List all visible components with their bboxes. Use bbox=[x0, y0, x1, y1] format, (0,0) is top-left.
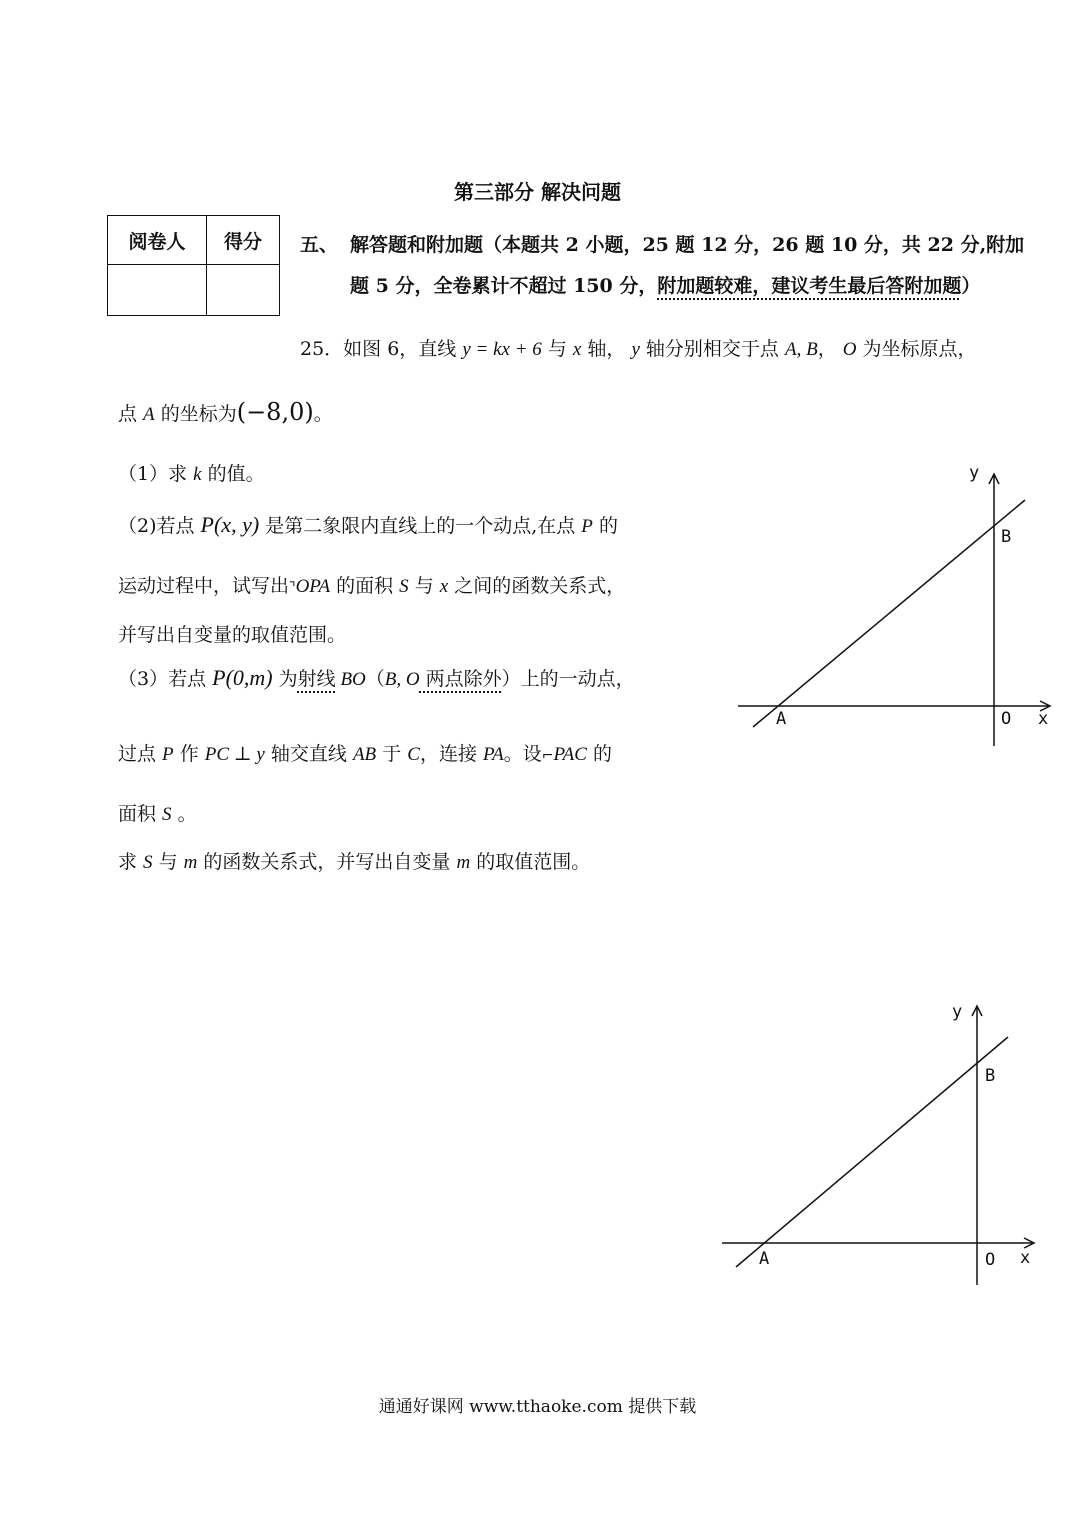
page-title: 第三部分 解决问题 bbox=[454, 180, 621, 204]
q25-part2-line3: 并写出自变量的取值范围。 bbox=[118, 624, 347, 646]
q25-part2-line1: （2)若点 P(x, y) 是第二象限内直线上的一个动点,在点 P 的 bbox=[118, 512, 618, 537]
o-label: O bbox=[1001, 709, 1012, 729]
dotted-emphasis: 附加题较难，建议考生最后答附加题 bbox=[657, 275, 962, 297]
q25-part3-line4: 求 S 与 m 的函数关系式，并写出自变量 m 的取值范围。 bbox=[118, 851, 591, 873]
section-number: 五、 bbox=[300, 234, 339, 256]
q25-part3-line3: 面积 S 。 bbox=[118, 803, 197, 825]
q25-part3-line2: 过点 P 作 PC ⊥ y 轴交直线 AB 于 C，连接 PA。设⌐PAC 的 bbox=[118, 743, 612, 765]
footer: 通通好课网 www.tthaoke.com 提供下载 bbox=[378, 1397, 697, 1417]
score-header: 得分 bbox=[207, 216, 280, 265]
q25-intro: 25．如图 6，直线 y = kx + 6 与 x 轴， y 轴分别相交于点 A, B， O 为坐标原点， bbox=[300, 338, 977, 360]
line-ab bbox=[736, 1037, 1008, 1267]
y-label: y bbox=[952, 1002, 963, 1022]
a-label: A bbox=[759, 1249, 770, 1269]
q25-point-a: 点 A 的坐标为(−8,0)。 bbox=[118, 398, 333, 426]
b-label: B bbox=[1001, 527, 1012, 547]
q25-part2-line2: 运动过程中，试写出⌝OPA 的面积 S 与 x 之间的函数关系式， bbox=[118, 575, 626, 597]
o-label: O bbox=[985, 1250, 996, 1270]
y-label: y bbox=[969, 463, 980, 483]
a-label: A bbox=[776, 709, 787, 729]
q25-part3-line1: （3）若点 P(0,m) 为射线 BO（B, O 两点除外）上的一动点， bbox=[118, 665, 635, 690]
q25-part1: （1）求 k 的值。 bbox=[118, 463, 265, 485]
x-label: x bbox=[1020, 1248, 1031, 1268]
section-heading-line1: 解答题和附加题（本题共 2 小题，25 题 12 分，26 题 10 分，共 22 分,附加 bbox=[350, 234, 1025, 256]
b-label: B bbox=[985, 1066, 996, 1086]
x-label: x bbox=[1038, 709, 1049, 729]
grader-header: 阅卷人 bbox=[108, 216, 207, 265]
section-heading-line2: 题 5 分，全卷累计不超过 150 分，附加题较难，建议考生最后答附加题） bbox=[350, 275, 981, 297]
